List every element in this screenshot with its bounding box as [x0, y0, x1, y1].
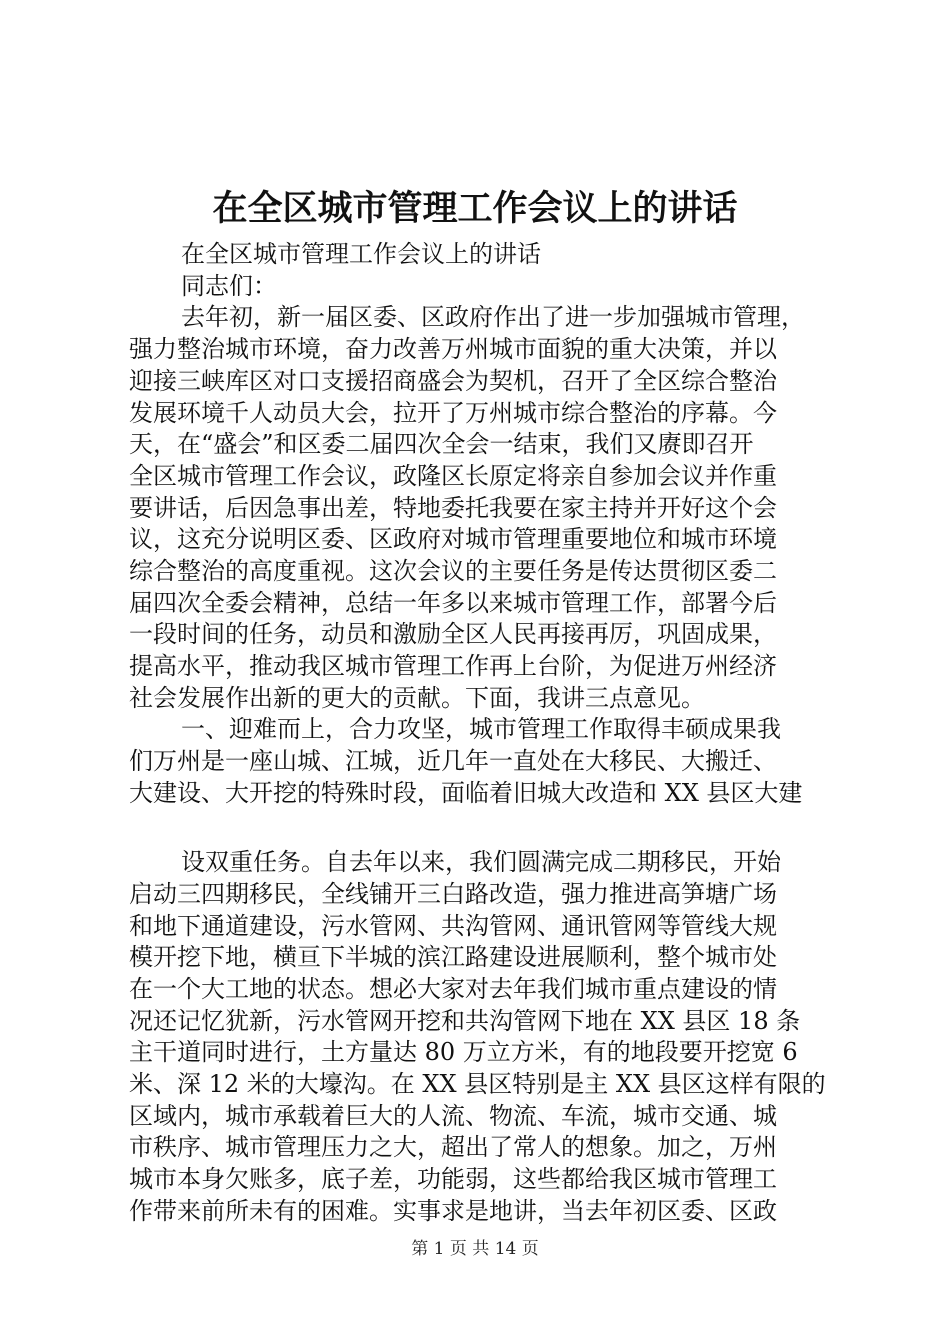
paragraph-line: 作带来前所未有的困难。实事求是地讲，当去年初区委、区政 [129, 1197, 777, 1225]
paragraph-line: 大建设、大开挖的特殊时段，面临着旧城大改造和 XX 县区大建 [129, 779, 803, 807]
paragraph-line: 综合整治的高度重视。这次会议的主要任务是传达贯彻区委二 [129, 557, 777, 585]
paragraph-line: 况还记忆犹新，污水管网开挖和共沟管网下地在 XX 县区 18 条 [129, 1007, 801, 1035]
paragraph-line: 城市本身欠账多，底子差，功能弱，这些都给我区城市管理工 [129, 1165, 777, 1193]
paragraph-line: 启动三四期移民，全线铺开三白路改造，强力推进高笋塘广场 [129, 880, 777, 908]
paragraph-line: 议，这充分说明区委、区政府对城市管理重要地位和城市环境 [129, 525, 777, 553]
paragraph-line: 模开挖下地，横亘下半城的滨江路建设进展顺利，整个城市处 [129, 943, 777, 971]
paragraph-line: 迎接三峡库区对口支援招商盛会为契机，召开了全区综合整治 [129, 367, 777, 395]
paragraph-line: 强力整治城市环境，奋力改善万州城市面貌的重大决策，并以 [129, 335, 777, 363]
paragraph-line: 设双重任务。自去年以来，我们圆满完成二期移民，开始 [181, 848, 781, 876]
paragraph-line: 全区城市管理工作会议，政隆区长原定将亲自参加会议并作重 [129, 462, 777, 490]
paragraph-line: 一段时间的任务，动员和激励全区人民再接再厉，巩固成果， [129, 620, 777, 648]
paragraph-line: 和地下通道建设，污水管网、共沟管网、通讯管网等管线大规 [129, 912, 777, 940]
paragraph-line: 在一个大工地的状态。想必大家对去年我们城市重点建设的情 [129, 975, 777, 1003]
paragraph-line: 们万州是一座山城、江城，近几年一直处在大移民、大搬迁、 [129, 747, 777, 775]
paragraph-line: 社会发展作出新的更大的贡献。下面，我讲三点意见。 [129, 684, 705, 712]
paragraph-line: 届四次全委会精神，总结一年多以来城市管理工作，部署今后 [129, 589, 777, 617]
subtitle-line: 在全区城市管理工作会议上的讲话 [181, 240, 541, 268]
page-number-footer: 第 1 页 共 14 页 [411, 1239, 539, 1259]
paragraph-line: 天，在“盛会”和区委二届四次全会一结束，我们又赓即召开 [129, 430, 754, 458]
paragraph-line: 发展环境千人动员大会，拉开了万州城市综合整治的序幕。今 [129, 399, 777, 427]
paragraph-line: 米、深 12 米的大壕沟。在 XX 县区特别是主 XX 县区这样有限的 [129, 1070, 826, 1098]
paragraph-line: 提高水平，推动我区城市管理工作再上台阶，为促进万州经济 [129, 652, 777, 680]
paragraph-line: 区域内，城市承载着巨大的人流、物流、车流，城市交通、城 [129, 1102, 777, 1130]
paragraph-line: 市秩序、城市管理压力之大，超出了常人的想象。加之，万州 [129, 1133, 777, 1161]
salutation-line: 同志们： [181, 272, 277, 300]
section-heading-line: 一、迎难而上，合力攻坚，城市管理工作取得丰硕成果我 [181, 715, 781, 743]
paragraph-line: 主干道同时进行，土方量达 80 万立方米，有的地段要开挖宽 6 [129, 1038, 798, 1066]
paragraph-line: 要讲话，后因急事出差，特地委托我要在家主持并开好这个会 [129, 494, 777, 522]
paragraph-line: 去年初，新一届区委、区政府作出了进一步加强城市管理， [181, 303, 805, 331]
document-title: 在全区城市管理工作会议上的讲话 [212, 188, 738, 229]
